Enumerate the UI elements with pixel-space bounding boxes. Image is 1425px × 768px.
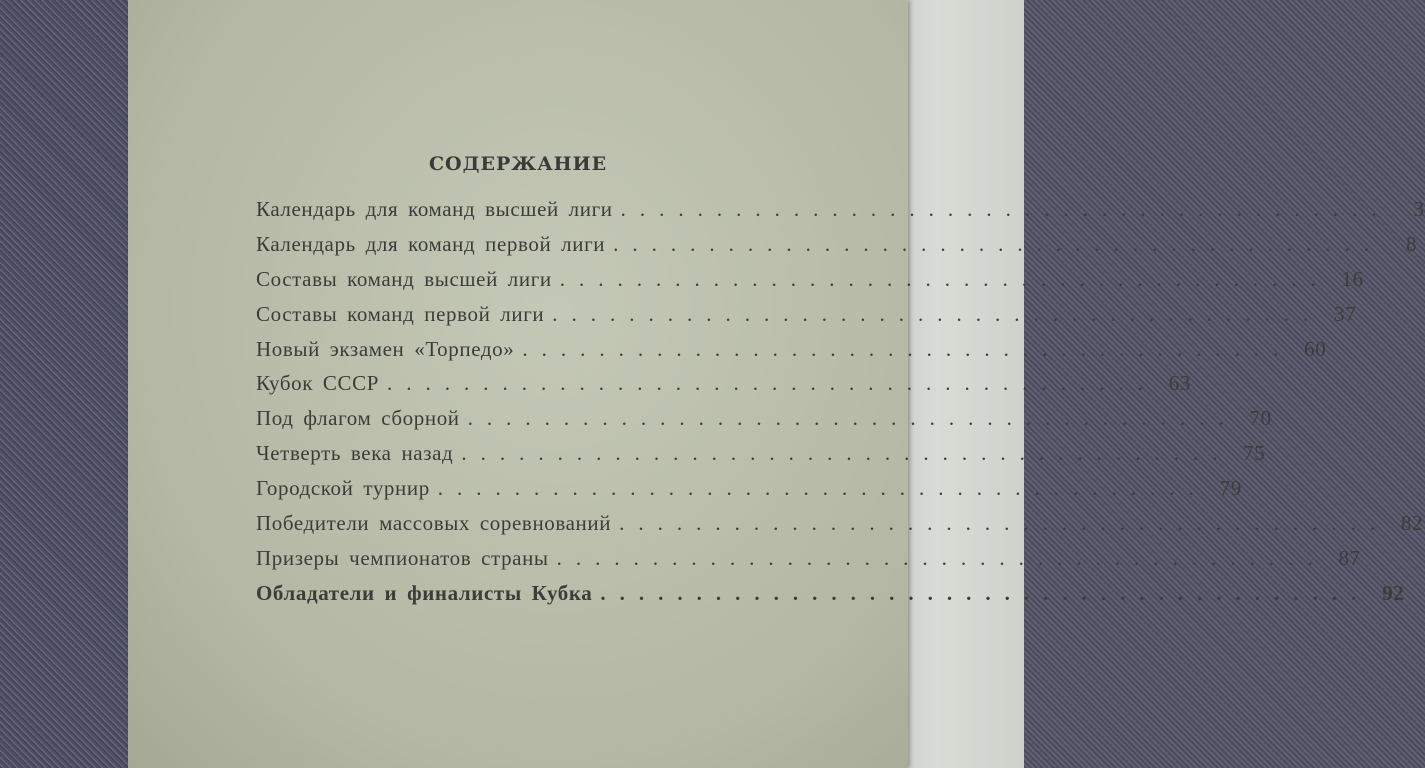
toc-entry-page: 8 (1406, 231, 1418, 256)
toc-entry (256, 197, 1425, 232)
toc-entry (256, 580, 1405, 616)
toc-entry (256, 231, 1418, 267)
toc-entry (256, 511, 1424, 546)
dot-leader: ........................................ (437, 476, 1208, 501)
toc-entry-page: 82 (1400, 511, 1424, 536)
toc-entry (256, 406, 1272, 441)
toc-entry (256, 545, 1361, 581)
toc-entry-page: 63 (1168, 371, 1191, 396)
toc-entry-title: Кубок СССР (256, 371, 379, 396)
fabric-background (0, 0, 128, 768)
toc-entry-title: Календарь для команд высшей лиги (256, 197, 613, 221)
toc-entry-page: 92 (1382, 580, 1405, 605)
dot-leader: ........................................ (387, 371, 1157, 396)
dot-leader: ........................................ (613, 231, 1384, 256)
toc-entry-page: 79 (1219, 476, 1242, 501)
toc-entry-page: 87 (1338, 545, 1361, 570)
dot-leader: ........................................ (559, 266, 1330, 291)
toc-entry-title: Новый экзамен «Торпедо» (256, 336, 515, 361)
toc-entry-title: Календарь для команд первой лиги (256, 231, 606, 256)
toc-entry-title: Четверть века назад (256, 441, 454, 466)
toc-entry-page: 75 (1243, 441, 1266, 466)
toc-entry-page: 37 (1334, 301, 1357, 326)
toc-entry-page: 60 (1304, 336, 1327, 361)
dot-leader: ........................................ (556, 545, 1327, 570)
toc-entry-page: 3 (1413, 197, 1425, 221)
toc-entry-title: Составы команд высшей лиги (256, 266, 552, 291)
toc-entry-page: 16 (1341, 266, 1364, 291)
toc-entry-title: Городской турнир (256, 476, 430, 501)
toc-entry (256, 441, 1266, 476)
contents-heading: СОДЕРЖАНИЕ (428, 153, 608, 175)
dot-leader: ........................................ (461, 441, 1232, 466)
toc-entry-title: Обладатели и финалисты Кубка (256, 580, 593, 605)
dot-leader: ........................................ (620, 197, 1391, 221)
toc-entry (256, 476, 1242, 511)
toc-entry (256, 301, 1357, 337)
toc-entry (256, 266, 1364, 302)
toc-entry-title: Победители массовых соревнований (256, 511, 612, 536)
toc-entry-title: Под флагом сборной (256, 406, 460, 431)
dot-leader: ........................................ (619, 511, 1390, 536)
table-of-contents (256, 197, 1425, 616)
dot-leader: ........................................ (522, 336, 1293, 361)
dot-leader: ........................................ (552, 301, 1323, 326)
toc-entry-title: Составы команд первой лиги (256, 301, 545, 326)
dot-leader: ........................................ (600, 580, 1371, 605)
toc-entry-title: Призеры чемпионатов страны (256, 545, 549, 570)
toc-entry-page: 70 (1249, 406, 1272, 431)
toc-entry (256, 336, 1327, 372)
toc-entry (256, 371, 1191, 406)
dot-leader: ........................................ (467, 406, 1238, 431)
